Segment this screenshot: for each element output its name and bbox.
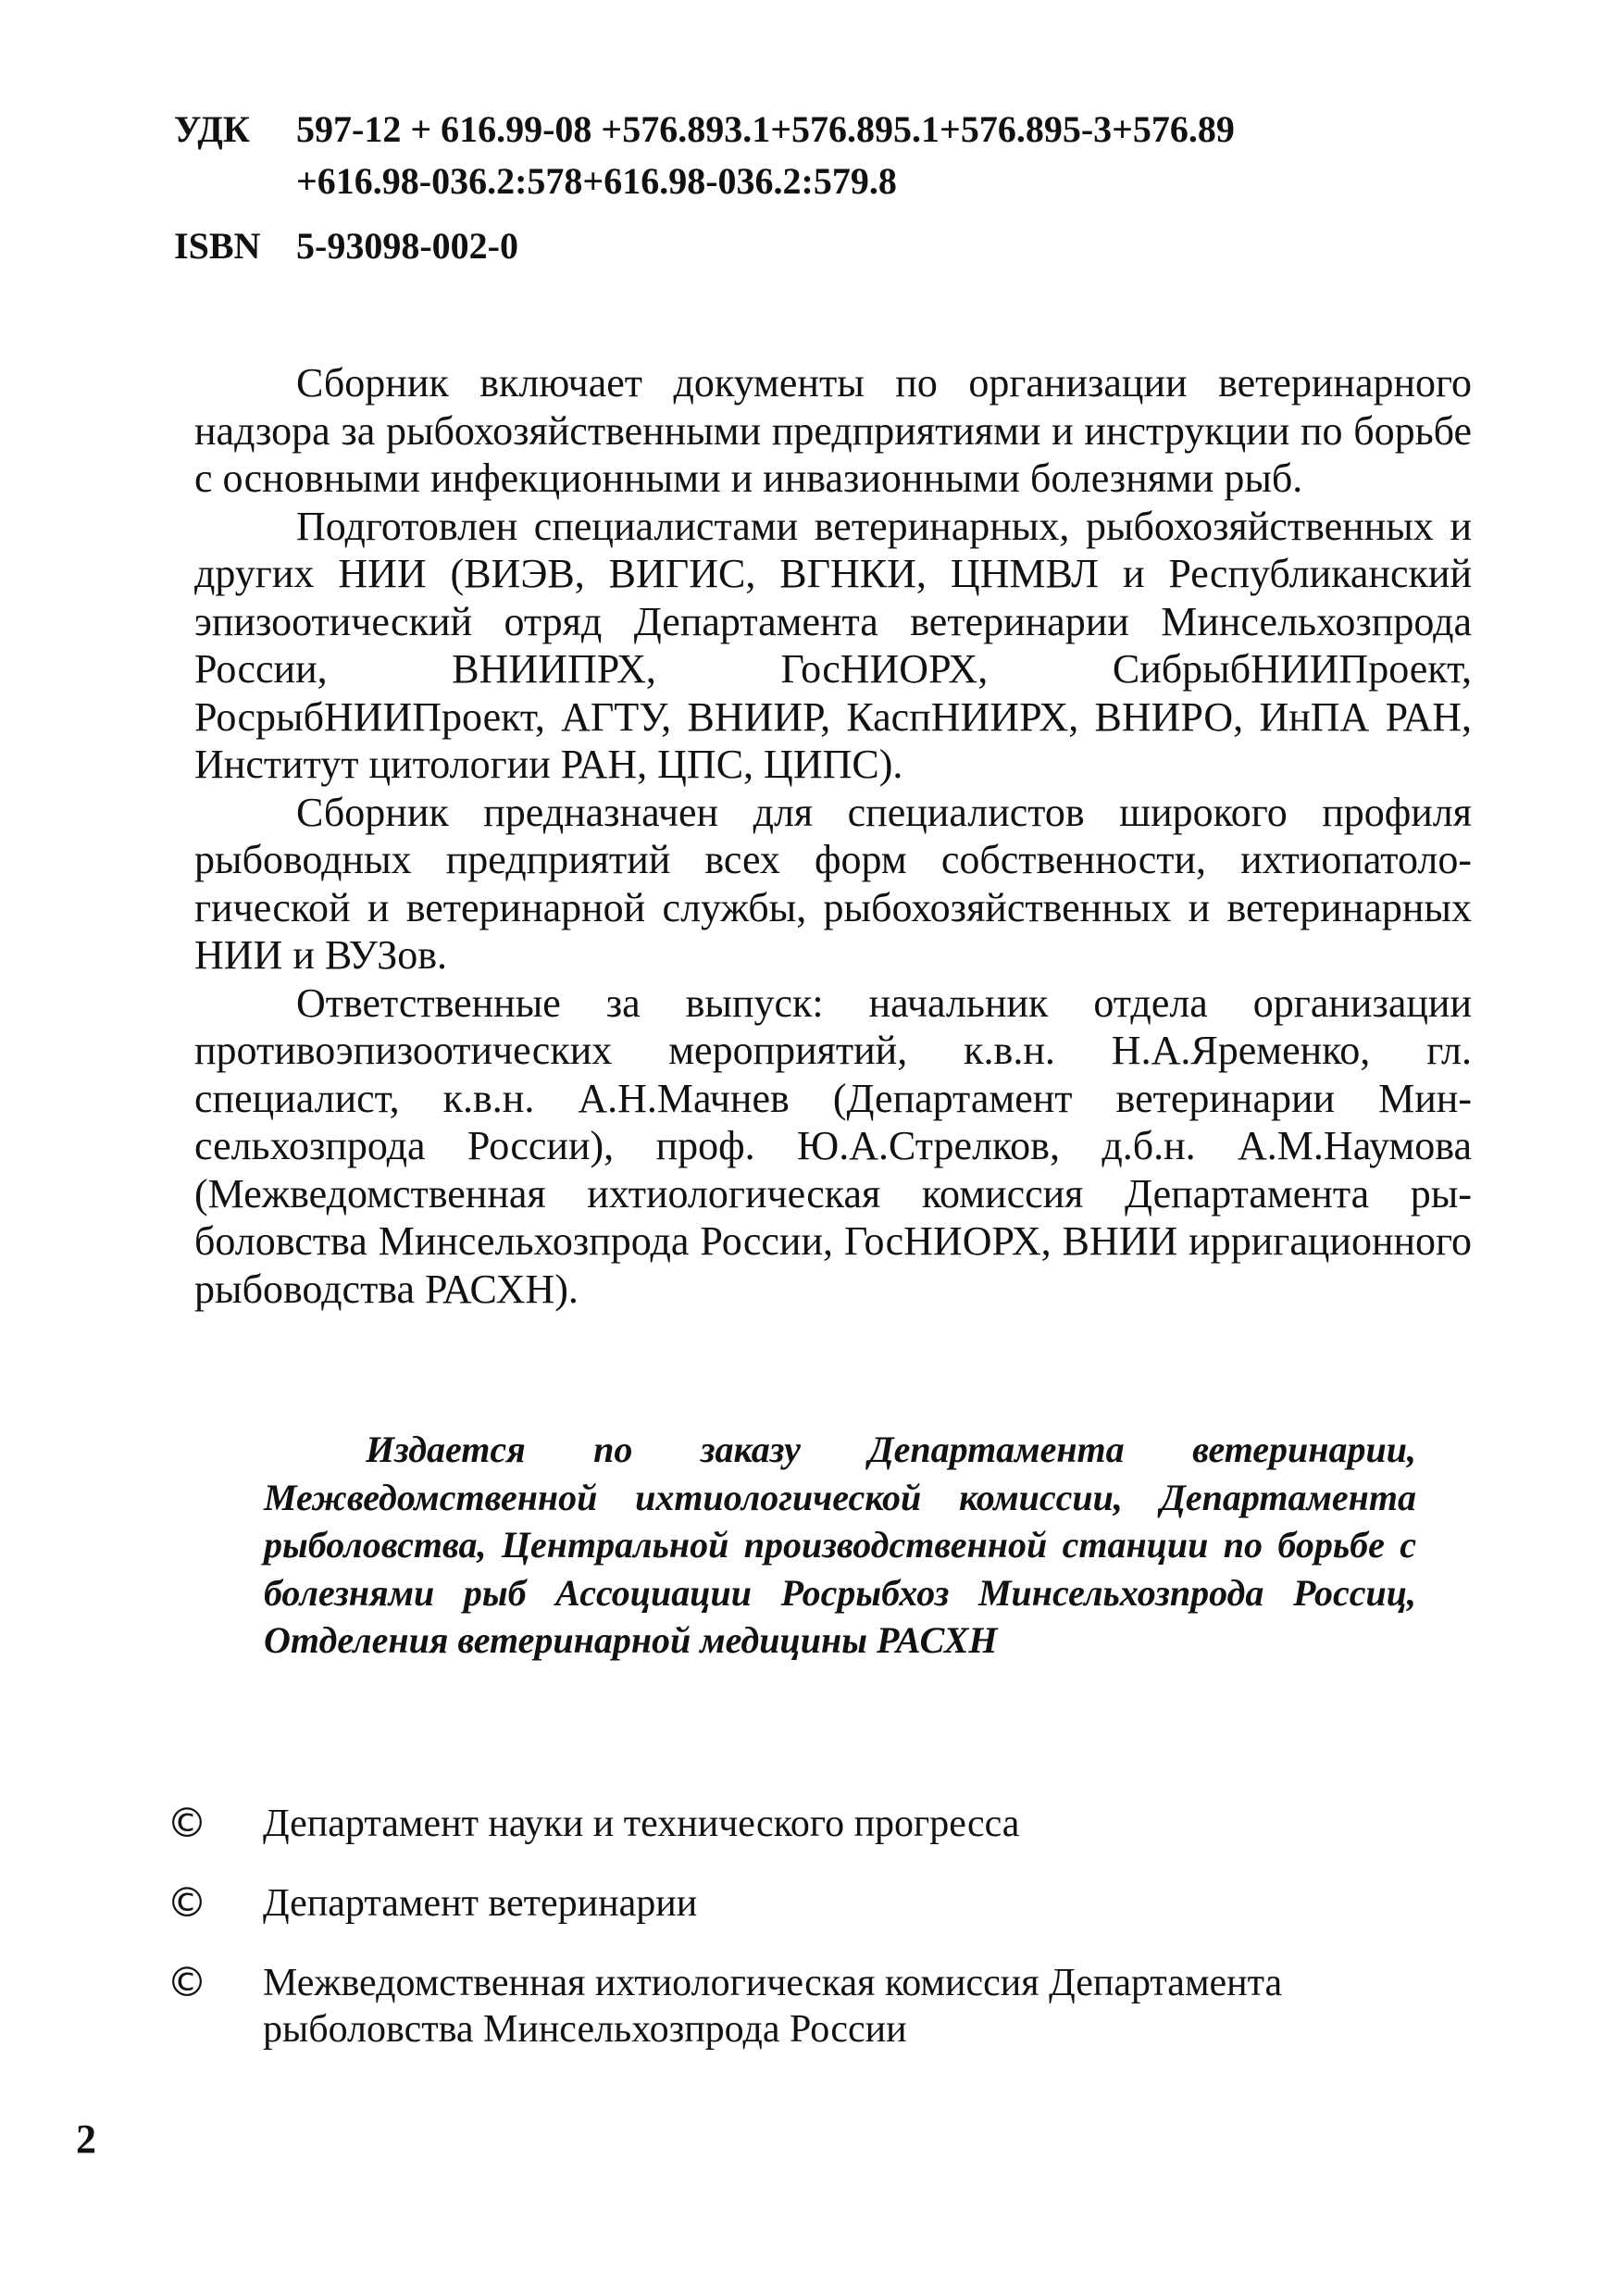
isbn-value: 5-93098-002-0 <box>296 225 518 267</box>
publisher-note <box>264 1426 1416 1665</box>
udk-block <box>174 104 1470 207</box>
copyright-holder: Департамент науки и технического прогресса <box>263 1803 1020 1845</box>
copyright-icon: © <box>167 1959 207 2006</box>
annotation-text <box>194 359 1472 1313</box>
page-number: 2 <box>76 2116 96 2162</box>
copyright-item <box>167 1960 1481 2053</box>
udk-line-2: +616.98-036.2:578+616.98-036.2:579.8 <box>296 160 897 202</box>
copyright-holder: Межведомственная ихтиологическая комиссия Департамента рыболовства Минсельхозпрода России <box>263 1962 1283 2051</box>
paragraph-responsible: Ответственные за выпуск: начальник отдела организации противоэпизоотических мероприятий, к.в.н. Н.А.Яременко, гл. специалист, к.в.н. А.Н.Мачнев (Департамент ветеринарии Минсельхозпрода России), проф. Ю.А.Стрелков, д.б.н. А.М.Наумова (Межведомственная ихтиологическая комиссия Департамента рыболовства Минсельхозпрода России, ГосНИОРХ, ВНИИ ирригaционного рыбоводства РАСХН). <box>194 980 1472 1312</box>
copyright-item <box>167 1880 1481 1927</box>
udk-line-1: 597-12 + 616.99-08 +576.893.1+576.895.1+576.895-3+576.89 <box>296 108 1235 150</box>
copyright-item <box>167 1801 1481 1847</box>
copyright-icon: © <box>167 1800 207 1847</box>
udk-label: УДК <box>174 108 250 150</box>
copyright-holder: Департамент ветеринарии <box>263 1882 698 1925</box>
paragraph-audience: Сборник предназначен для специалистов широкого профиля рыбоводных предприятий всех форм собственности, ихтиопатологической и ветеринарной службы, рыбохозяйственных и ветеринарных НИИ и ВУЗов. <box>194 789 1472 978</box>
isbn-block <box>174 220 518 272</box>
isbn-label: ISBN <box>174 225 261 267</box>
publisher-note-text: Издается по заказу Департамента ветеринарии, Межведомственной ихтиологической комиссии, Департамента рыболовства, Центральной производственной станции по борьбе с болезнями рыб Ассоциации Росрыбхоз Минсельхозпрода Россиц, Отделения ветеринарной медицины РАСХН <box>264 1429 1416 1661</box>
paragraph-prepared-by: Подготовлен специалистами ветеринарных, рыбохозяйственных и других НИИ (ВИЭВ, ВИГИС, ВГНКИ, ЦНМВЛ и Республиканский эпизоотический отряд Департамента ветеринарии Минсельхозпрода России, ВНИИПРХ, ГосНИОРХ, СибрыбНИИПроект, РосрыбНИИПроект, АГТУ, ВНИИР, КаспНИИРХ, ВНИРО, ИнПА РАН, Институт цитологии РАН, ЦПС, ЦИПС). <box>194 503 1472 787</box>
paragraph-contents: Сборник включает документы по организации ветеринарного надзора за рыбохозяйственными предприятиями и инструкции по борьбе с основными инфекционными и инвазионными болезнями рыб. <box>194 360 1472 501</box>
copyright-list <box>167 1801 1481 2086</box>
copyright-icon: © <box>167 1879 207 1927</box>
